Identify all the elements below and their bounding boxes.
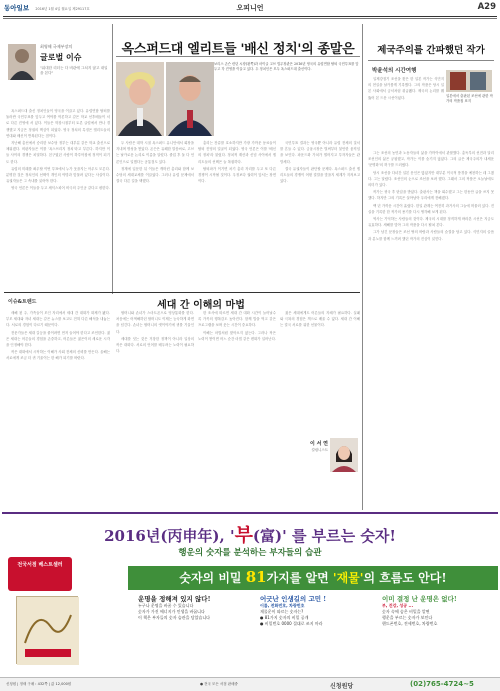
right-article-kicker: 박윤석의 시간여행 — [372, 68, 417, 74]
column-divider-right — [362, 24, 363, 510]
main-article-title: 옥스퍼드대 엘리트들 '배신 정치'의 종말은 — [121, 42, 355, 57]
ad-box-right-line: 행운을 부르는 숫자가 보인다 — [382, 615, 433, 620]
section-rule — [4, 292, 360, 293]
banner-post: 의 흐름도 안다! — [363, 571, 447, 585]
book-caption: 일본에서 출판된 조선에 관한 작가의 작품집 표지 — [446, 94, 493, 103]
book-cover-art-icon — [17, 597, 79, 665]
banner-pre: 숫자의 비밀 — [179, 571, 246, 585]
date-line: 2016년 1월 4일 월요일 제29117호 — [35, 7, 90, 11]
writer-name: 이 서 연 — [310, 441, 328, 447]
header-rule-thin — [3, 18, 497, 19]
ad-box-left-line: 이 책은 부자들의 숫자 습관을 담았습니다 — [138, 615, 211, 620]
left-column-text: 옥스퍼드대 출신 정치인들이 영국을 이끌고 있다. 유럽연합 탈퇴를 둘러싼 국민투표를 앞두고 여야를 막론하고 같은 학교 선후배들이 서로 다른 진영에 서 있다. 이들은 학창시절부터 토론 클럽에서 만나 경쟁했고 지금은 정권의 핵심이 되었다. 영국 정치의 특징은 엘리트들의 연대와 배신이 반복된다는 점이다. 지난해 총선에서 승리한 보수당 정부는 대부분 같은 학교 출신으로 채워졌다. 비판자들은 이를 '옥스브리지 정치'라고 부른다. 하지만 이들 사이의 경쟁은 치열하다. 친구였던 사람이 하루아침에 정적이 되기도 한다. 유럽의 미래를 좌우할 이번 투표에서 누가 웃을지는 아무도 모른다. 분명한 것은 정치인의 선택이 개인의 야망과 맞물려 있다는 사실이다. 유권자들은 그 속내를 읽어야 한다. 영국 언론은 이들을 두고 셰익스피어 비극의 주인공 같다고 평한다. — [6, 109, 110, 191]
ad-footer — [0, 677, 500, 691]
issue-trend-label: 이슈&트렌드 — [8, 299, 37, 305]
book-cover-photo — [446, 70, 492, 92]
ad-box-left-line: 숫자가 가진 에너지가 인생을 바꿉니다 — [138, 609, 205, 614]
photo-caption-box — [214, 62, 360, 134]
main-article-col2: 총리는 잔류를 호소하지만 가장 가까운 동료들이 탈퇴 진영의 얼굴이 되었다. 영국 언론은 이를 '배신의 정치'라 불렀다. 정치적 계산과 신념 사이에서 엘리트들의 선택은 늘 복잡하다. 탈퇴파가 이기면 차기 총리 자리를 두고 또 다른 경쟁이 시작될 것이다. 우정보다 권력이 앞서는 장면이다. — [198, 141, 276, 184]
columnist-photo — [8, 44, 36, 80]
person-gove-icon — [166, 62, 214, 136]
byline — [40, 44, 110, 63]
main-article-col3: 국민투표 결과는 영국뿐 아니라 유럽 전체의 질서를 흔들 수 있다. 금융시장은 벌써부터 불안한 움직임을 보인다. 파운드화 가치가 떨어지고 투자자들은 관망세다. 결국 유권자들이 판단할 문제다. 옥스퍼드 출신 엘리트들의 경쟁이 어떤 결말을 맞을지 세계가 지켜보고 있다. — [280, 141, 360, 184]
columnist-silhouette-icon — [8, 44, 36, 80]
ad-box-mid-line: 재물운이 따르는 숫자는? — [260, 609, 304, 614]
ad-headline-prefix: 2016년(丙申年), ' — [104, 527, 235, 545]
ad-headline-hanja: (富) — [252, 527, 283, 545]
footer-availability: ● 전국 모든 서점 판매중 — [200, 682, 238, 686]
byline-name: 글로벌 이슈 — [40, 52, 82, 62]
ad-box-mid-line: ● 81가지 숫자의 비밀 공개 — [260, 615, 309, 620]
sub-article-title: 세대 간 이해의 마법 — [157, 300, 245, 311]
bestseller-badge: 전국서점 베스트셀러 — [8, 557, 72, 591]
ad-box-right-line: 숫자 속에 숨은 비밀을 알면 — [382, 609, 430, 614]
book-cover-icon — [446, 70, 492, 92]
ad-box-right-title: 이미 결정 난 운명은 없다! — [382, 595, 457, 603]
section-name: 오피니언 — [236, 3, 264, 12]
right-column-text: 그는 조선의 농민과 노동자들의 삶을 가까이에서 관찰했다. 총독부의 선전과 달리 조선인의 삶은 궁핍했고, 작가는 이를 숨기지 않았다. 그의 글은 제국주의가 내세운 '문명화'의 허구를 드러냈다. 당시 조선을 다녀간 일본 문인은 많았지만 대부분 이국적 풍경을 예찬하는 데 그쳤다. 그는 달랐다. 조선인의 눈으로 조선을 보려 했다. 그래서 그의 작품은 오늘날에도 의미가 있다. 작가는 귀국 후 탄압을 받았다. 출판사는 책을 회수했고 그는 한동안 글을 쓰지 못했다. 하지만 그의 기록은 살아남아 우리에게 전해졌다. 백 년 가까운 시간이 흘렀다. 한일 관계는 여전히 과거사의 그늘에 머물러 있다. 진실을 기록한 한 작가의 용기를 다시 생각해 보게 된다. 역사는 기억하는 사람들의 것이다. 제국의 시대를 정직하게 바라본 시선은 지금도 유효하다. 새해를 맞아 그의 작품을 다시 펼쳐 본다. 그가 남긴 문장들은 조선 땅의 바람과 사람들의 숨결을 담고 있다. 식민지의 슬픔과 분노를 함께 느끼려 했던 작가의 진심이 읽힌다. — [368, 151, 494, 241]
ad-box-left-title: 운명을 정해져 있지 않다! — [138, 595, 211, 603]
ad-book-cover — [16, 596, 78, 664]
ad-subtitle: 행운의 숫자를 분석하는 부자들의 습관 — [178, 548, 322, 558]
banner-word: '재물' — [332, 571, 364, 585]
page-number: A29 — [477, 2, 496, 12]
issue-column-text: 새해 첫 주, 가족들이 모인 자리에서 세대 간 대화가 화제가 됐다. 부모 세대와 자녀 세대는 같은 뉴스를 보고도 전혀 다른 해석을 내놓는다. 서로의 경험이 다르기 때문이다. 전문가들은 세대 갈등을 줄이려면 먼저 들어야 한다고 조언한다. 젊은 세대는 어른들의 경험을 존중하고, 어른들은 젊은이의 새로운 시각을 인정해야 한다. 작은 대화에서 시작하는 이해가 사회 전체의 신뢰를 만든다. 올해는 서로에게 조금 더 귀 기울이는 한 해가 되기를 바란다. — [6, 311, 110, 361]
ad-box-mid-line: ● 비밀번호 0000 절대로 쓰지 마라 — [260, 621, 323, 626]
header-rule — [3, 16, 497, 17]
writer-photo — [330, 438, 358, 472]
ad-box-right-line: 핸드폰번호, 전세번호, 차량번호 — [382, 621, 438, 626]
writer-info — [284, 440, 328, 452]
sub-article-col1: 할머니와 손녀가 스마트폰으로 영상통화를 한다. 처음에는 어색해하던 할머니도 이제는 능숙하게 화면을 넘긴다. 손녀는 할머니의 옛이야기에 귀를 기울인다. 세대를 잇는 것은 거창한 정책이 아니라 일상의 작은 대화다. 서로의 언어를 배우려는 노력이 필요하다. — [116, 311, 194, 354]
politician-photo-left — [116, 62, 164, 136]
sub-article-col2: 한 조사에 따르면 세대 간 대화 시간이 늘어날수록 가족의 행복감도 높아진다. 함께 밥을 먹고 같은 프로그램을 보며 웃는 시간이 중요하다. 이해는 마법처럼 찾아오지 않는다. 그러나 작은 노력이 쌓이면 어느 순간 마법 같은 변화가 일어난다. — [198, 311, 276, 341]
ad-box-right-line: 부, 건강, 성공 ... — [382, 603, 414, 608]
right-article-title: 제국주의를 간파했던 작가 — [377, 45, 485, 56]
writer-portrait-icon — [330, 438, 358, 472]
main-article-col1: 두 사람은 대학 시절 옥스퍼드 유니언에서 회장을 지내며 명성을 쌓았다. 존슨은 유쾌한 말솜씨로, 고브는 날카로운 논리로 이름을 알렸다. 졸업 후 둘 다 언론인으로 일했다는 공통점도 있다. 정계에 입문한 뒤 이들은 캐머런 총리와 함께 보수당의 세대교체를 이끌었다. 그러나 유럽 문제에서 결국 다른 길을 택했다. — [116, 141, 194, 184]
masthead-name: 동아일보 — [4, 4, 30, 12]
book-advertisement — [2, 512, 498, 677]
right-column-intro: 일제강점기 조선을 찾은 한 일본 작가는 식민지의 현실을 날카롭게 기록했다. 그의 작품은 당시 일본 사회에서 금서처럼 취급됐다. 제국의 논리를 꿰뚫어 본 드문 시선이었다. — [368, 77, 444, 100]
person-johnson-icon — [116, 62, 164, 136]
photo-caption: 보리스 존슨 런던 시장(왼쪽)과 마이클 고브 법무장관은 2016년 영국의 유럽연합 탈퇴 국민투표를 앞두고 각 진영을 이끌고 있다. 두 정치인은 모두 옥스퍼드대 출신이다. — [214, 62, 359, 71]
footer-publisher: 신청원당 — [330, 683, 354, 690]
ad-banner — [132, 568, 494, 586]
footer-book-info: 신청원 | 정새 구매 : 432쪽 | 값 12,000원 — [6, 682, 72, 686]
column-divider-left — [112, 24, 113, 294]
paper-name — [4, 3, 90, 16]
banner-mid: 가지를 알면 — [266, 571, 333, 585]
title-rule — [116, 56, 360, 57]
ad-box-mid-title: 어긋난 인생길의 고민 ! — [260, 595, 327, 603]
ad-box-mid — [260, 594, 378, 664]
pull-quote: "위대한 리더는 다 비관에 그치지 않고 내일을 본다" — [40, 66, 108, 76]
banner-number: 81 — [245, 568, 267, 586]
ad-box-right — [382, 594, 496, 664]
ad-box-mid-line: 이름, 전화번호, 차량번호 — [260, 603, 305, 608]
ad-headline-mark: 부 — [234, 524, 253, 546]
footer-phone: (02)765-4724~5 — [410, 680, 474, 688]
ad-box-left-line: 누구나 운명을 바꿀 수 있습니다 — [138, 603, 194, 608]
ad-box-left — [138, 594, 256, 664]
byline-role: 최영해 국제부장의 — [40, 44, 73, 49]
writer-role: 칼럼니스트 — [311, 448, 328, 452]
ad-headline — [2, 520, 498, 547]
right-title-rule — [368, 60, 494, 61]
politician-photo-right — [166, 62, 214, 136]
ad-headline-suffix: ' 를 부르는 숫자! — [282, 527, 396, 545]
sub-article-col3: 젊은 세대에게도 어른들의 지혜가 필요하다. 실패와 극복의 경험은 책으로 배울 수 없다. 세대 간 이해는 결국 서로를 위한 선물이다. — [280, 311, 360, 328]
